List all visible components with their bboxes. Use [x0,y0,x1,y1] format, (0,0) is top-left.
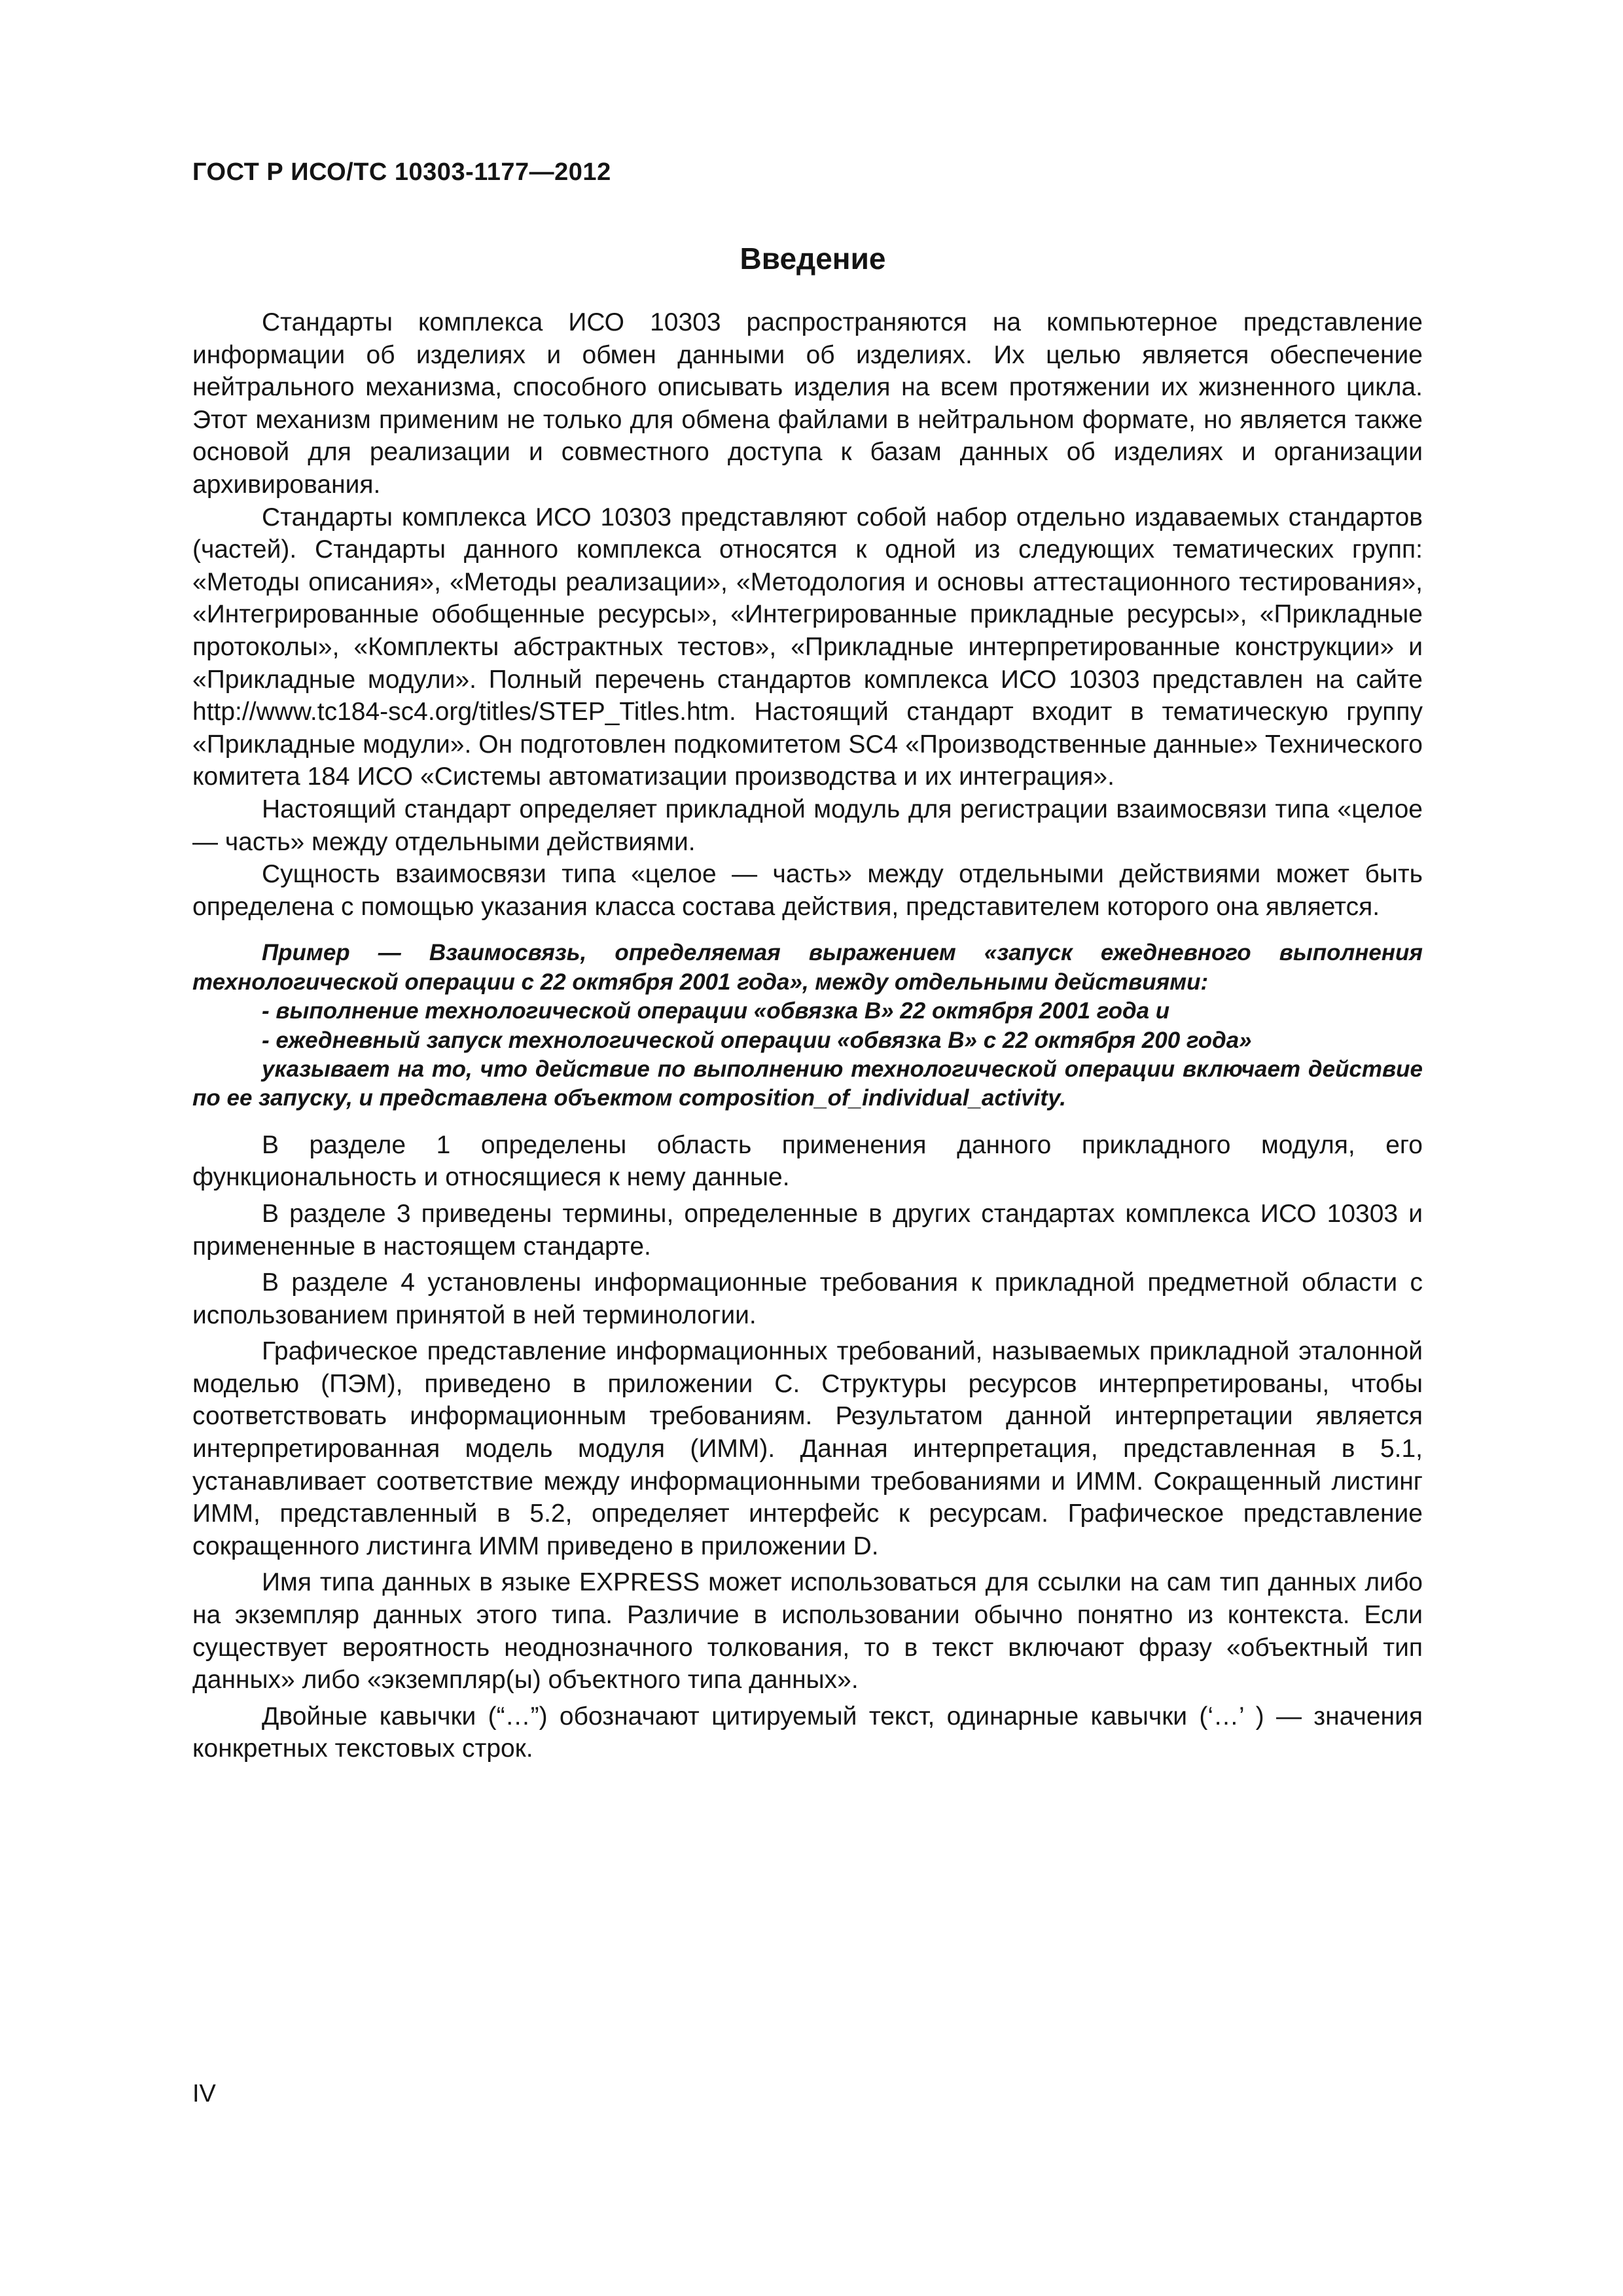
paragraph: Двойные кавычки (“…”) обозначают цитируемый текст, одинарные кавычки (‘…’ ) — значения конкретных текстовых строк. [192,1702,1423,1763]
paragraph: В разделе 3 приведены термины, определенные в других стандартах комплекса ИСО 10303 и примененные в настоящем стандарте. [192,1199,1423,1261]
document-body [192,306,1423,1769]
example-line: - выполнение технологической операции «обвязка В» 22 октября 2001 года и [262,998,1170,1024]
paragraph: Стандарты комплекса ИСО 10303 распространяются на компьютерное представление информации об изделиях и обмен данными об изделиях. Их целью является обеспечение нейтрального механизма, способного описывать изделия на всем протяжении их жизненного цикла. Этот механизм применим не только для обмена файлами в нейтральном формате, но является также основой для реализации и совместного доступа к базам данных об изделиях и организации архивирования. [192,308,1423,499]
paragraph: Настоящий стандарт определяет прикладной модуль для регистрации взаимосвязи типа «целое — часть» между отдельными действиями. [192,795,1423,856]
section-title: Введение [740,242,886,276]
example-line: указывает на то, что действие по выполнению технологической операции включает действие по ее запуску, и представлена объектом composition_of_individual_activity. [192,1056,1423,1111]
paragraph: Сущность взаимосвязи типа «целое — часть» между отдельными действиями может быть определена с помощью указания класса состава действия, представителем которого она является. [192,860,1423,921]
document-header: ГОСТ Р ИСО/ТС 10303-1177—2012 [192,158,611,186]
example-line: - ежедневный запуск технологической операции «обвязка В» с 22 октября 200 года» [262,1027,1252,1053]
example-line: Пример — Взаимосвязь, определяемая выражением «запуск ежедневного выполнения технологической операции с 22 октября 2001 года», между отдельными действиями: [192,940,1423,995]
page-number: IV [192,2080,216,2108]
paragraph: В разделе 4 установлены информационные требования к прикладной предметной области с использованием принятой в ней терминологии. [192,1268,1423,1329]
paragraph: Графическое представление информационных требований, называемых прикладной эталонной моделью (ПЭМ), приведено в приложении С. Структуры ресурсов интерпретированы, чтобы соответствовать информационным требованиям. Результатом данной интерпретации является интерпретированная модель модуля (ИММ). Данная интерпретация, представленная в 5.1, устанавливает соответствие между информационными требованиями и ИММ. Сокращенный листинг ИММ, представленный в 5.2, определяет интерфейс к ресурсам. Графическое представление сокращенного листинга ИММ приведено в приложении D. [192,1337,1423,1560]
paragraph: Стандарты комплекса ИСО 10303 представляют собой набор отдельно издаваемых стандартов (частей). Стандарты данного комплекса относятся к одной из следующих тематических групп: «Методы описания», «Методы реализации», «Методология и основы аттестационного тестирования», «Интегрированные обобщенные ресурсы», «Интегрированные прикладные ресурсы», «Прикладные протоколы», «Комплекты абстрактных тестов», «Прикладные интерпретированные конструкции» и «Прикладные модули». Полный перечень стандартов комплекса ИСО 10303 представлен на сайте http://www.tc184-sc4.org/titles/STEP_Titles.htm. Настоящий стандарт входит в тематическую группу «Прикладные модули». Он подготовлен подкомитетом SC4 «Производственные данные» Технического комитета 184 ИСО «Системы автоматизации производства и их интеграция». [192,503,1423,791]
paragraphs-after-example [192,1129,1423,1765]
paragraph: Имя типа данных в языке EXPRESS может использоваться для ссылки на сам тип данных либо на экземпляр данных этого типа. Различие в использовании обычно понятно из контекста. Если существует вероятность неоднозначного толкования, то в текст включают фразу «объектный тип данных» либо «экземпляр(ы) объектного типа данных». [192,1568,1423,1695]
example-block [192,939,1423,1113]
paragraph: В разделе 1 определены область применения данного прикладного модуля, его функциональность и относящиеся к нему данные. [192,1130,1423,1192]
